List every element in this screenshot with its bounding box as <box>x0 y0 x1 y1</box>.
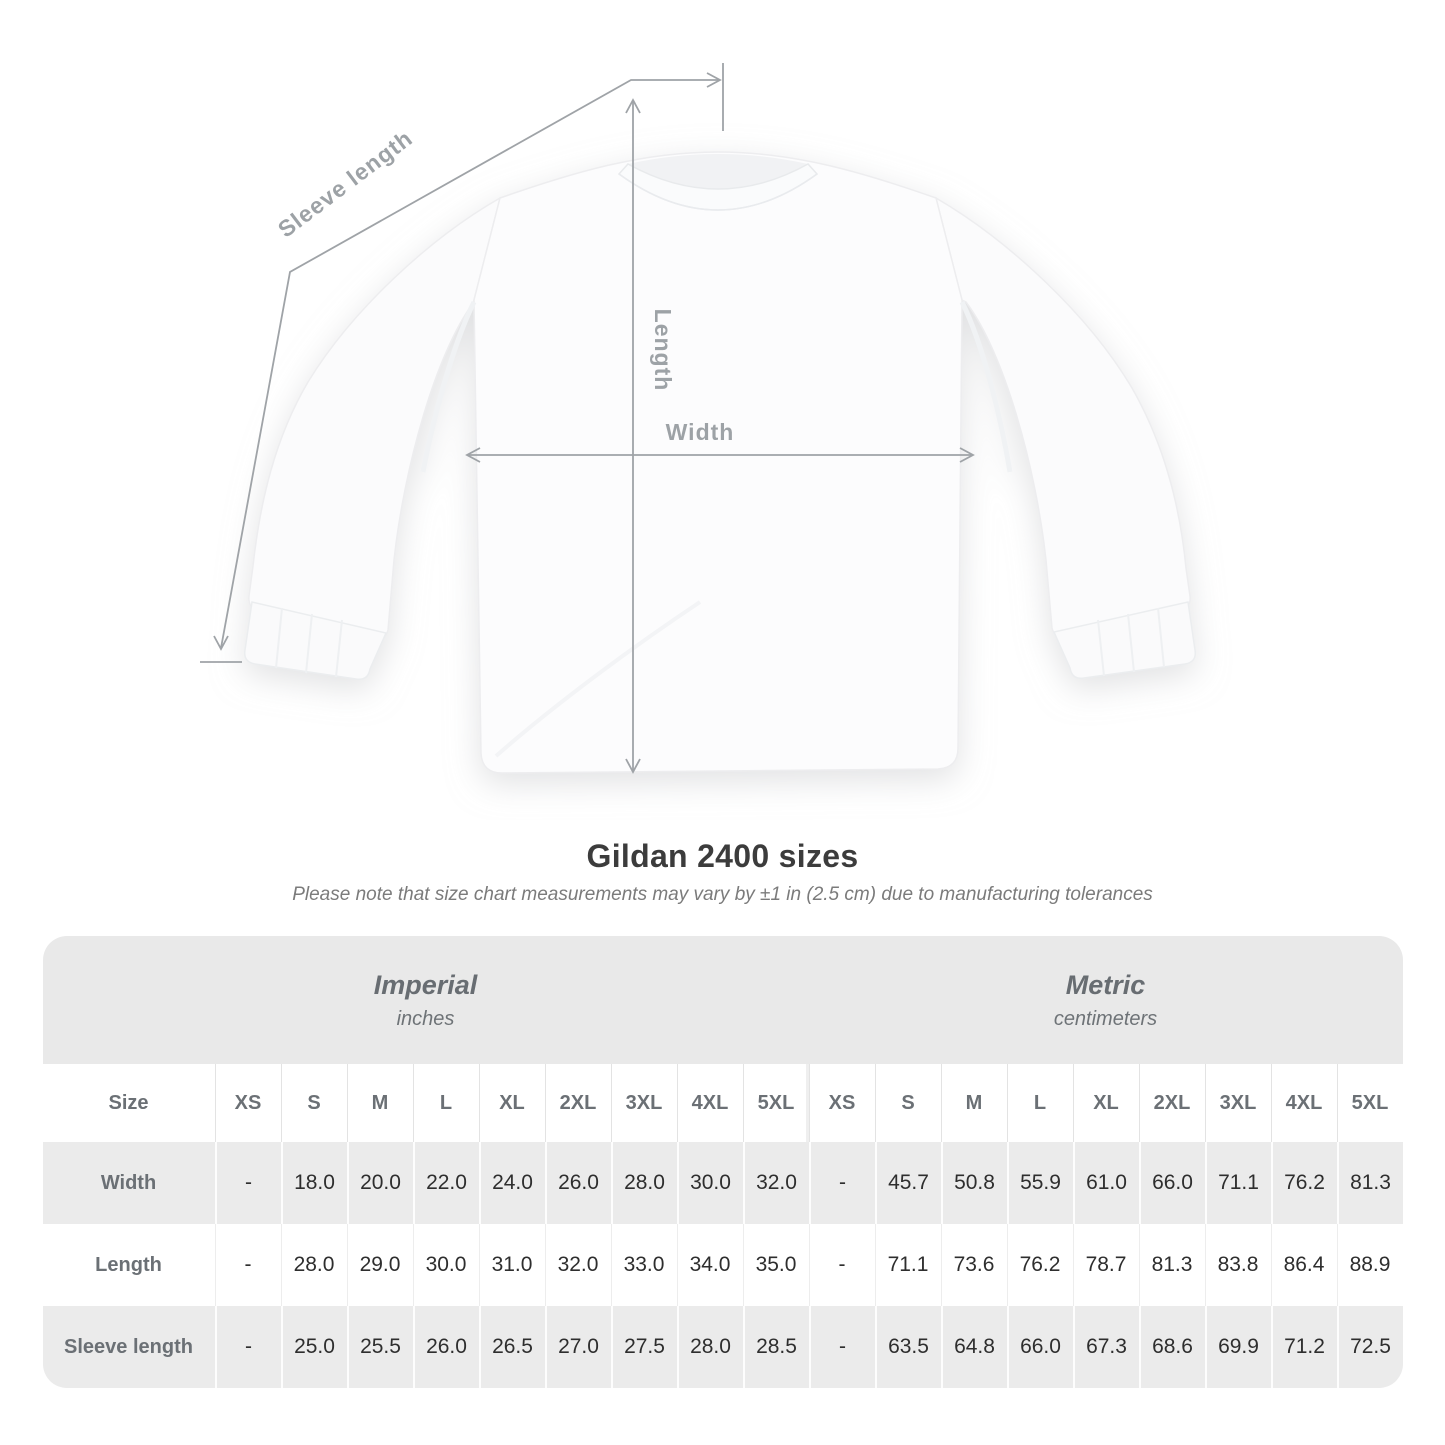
value-cell: 26.0 <box>413 1306 479 1388</box>
value-cell: 86.4 <box>1271 1224 1337 1306</box>
value-cell: 25.0 <box>281 1306 347 1388</box>
length-row <box>43 1224 1403 1306</box>
value-cell: 32.0 <box>545 1224 611 1306</box>
value-cell: 31.0 <box>479 1224 545 1306</box>
value-cell: 61.0 <box>1073 1142 1139 1224</box>
size-col-header: XS <box>809 1064 875 1142</box>
tolerance-note: Please note that size chart measurements may vary by ±1 in (2.5 cm) due to manufacturing tolerances <box>292 884 1153 905</box>
value-cell: 20.0 <box>347 1142 413 1224</box>
size-col-header: S <box>281 1064 347 1142</box>
size-col-header: XS <box>215 1064 281 1142</box>
value-cell: 30.0 <box>413 1224 479 1306</box>
value-cell: 34.0 <box>677 1224 743 1306</box>
value-cell: - <box>215 1142 281 1224</box>
value-cell: 26.0 <box>545 1142 611 1224</box>
value-cell: 76.2 <box>1271 1142 1337 1224</box>
size-col-header: 5XL <box>743 1064 809 1142</box>
size-table <box>43 936 1403 1388</box>
value-cell: 67.3 <box>1073 1306 1139 1388</box>
value-cell: 50.8 <box>941 1142 1007 1224</box>
value-cell: 83.8 <box>1205 1224 1271 1306</box>
size-col-header: 3XL <box>1205 1064 1271 1142</box>
value-cell: 22.0 <box>413 1142 479 1224</box>
size-col-header: 5XL <box>1337 1064 1403 1142</box>
metric-title: Metric <box>1065 969 1146 1000</box>
right-sleeve <box>936 198 1190 639</box>
value-cell: 88.9 <box>1337 1224 1403 1306</box>
size-col-header: 4XL <box>677 1064 743 1142</box>
shirt-body <box>474 152 962 773</box>
value-cell: 24.0 <box>479 1142 545 1224</box>
sleeve-length-row <box>43 1306 1403 1388</box>
value-cell: 45.7 <box>875 1142 941 1224</box>
size-col-header: L <box>413 1064 479 1142</box>
width-label: Width <box>665 419 735 445</box>
value-cell: 28.0 <box>281 1224 347 1306</box>
value-cell: 28.0 <box>677 1306 743 1388</box>
value-cell: 29.0 <box>347 1224 413 1306</box>
value-cell: 71.1 <box>1205 1142 1271 1224</box>
value-cell: 63.5 <box>875 1306 941 1388</box>
length-label: Length <box>650 308 676 392</box>
value-cell: 32.0 <box>743 1142 809 1224</box>
size-col-header: XL <box>1073 1064 1139 1142</box>
value-cell: 66.0 <box>1007 1306 1073 1388</box>
value-cell: - <box>215 1306 281 1388</box>
value-cell: 30.0 <box>677 1142 743 1224</box>
page-title: Gildan 2400 sizes <box>586 838 859 874</box>
value-cell: 18.0 <box>281 1142 347 1224</box>
value-cell: 78.7 <box>1073 1224 1139 1306</box>
size-col-header: 4XL <box>1271 1064 1337 1142</box>
size-col-header: 2XL <box>545 1064 611 1142</box>
value-cell: 81.3 <box>1337 1142 1403 1224</box>
size-corner-header: Size <box>108 1091 149 1114</box>
shirt-illustration <box>245 152 1196 773</box>
metric-section-header <box>809 936 1403 1064</box>
value-cell: 64.8 <box>941 1306 1007 1388</box>
value-cell: 26.5 <box>479 1306 545 1388</box>
width-row <box>43 1142 1403 1224</box>
value-cell: 68.6 <box>1139 1306 1205 1388</box>
value-cell: 33.0 <box>611 1224 677 1306</box>
metric-unit: centimeters <box>1053 1007 1158 1030</box>
size-col-header: 3XL <box>611 1064 677 1142</box>
imperial-title: Imperial <box>373 969 478 1000</box>
value-cell: 71.1 <box>875 1224 941 1306</box>
value-cell: 27.5 <box>611 1306 677 1388</box>
size-col-header: S <box>875 1064 941 1142</box>
value-cell: 69.9 <box>1205 1306 1271 1388</box>
size-col-header: M <box>941 1064 1007 1142</box>
value-cell: 25.5 <box>347 1306 413 1388</box>
value-cell: - <box>809 1142 875 1224</box>
value-cell: 81.3 <box>1139 1224 1205 1306</box>
left-sleeve <box>249 198 500 641</box>
sleeve-length-label: Sleeve length <box>272 124 418 243</box>
row-label: Length <box>95 1253 162 1276</box>
value-cell: - <box>809 1306 875 1388</box>
row-label: Sleeve length <box>64 1335 193 1358</box>
imperial-section-header <box>43 936 809 1064</box>
size-col-header: 2XL <box>1139 1064 1205 1142</box>
value-cell: 66.0 <box>1139 1142 1205 1224</box>
value-cell: 71.2 <box>1271 1306 1337 1388</box>
value-cell: 28.0 <box>611 1142 677 1224</box>
value-cell: - <box>809 1224 875 1306</box>
value-cell: 55.9 <box>1007 1142 1073 1224</box>
value-cell: 35.0 <box>743 1224 809 1306</box>
size-col-header: XL <box>479 1064 545 1142</box>
value-cell: 76.2 <box>1007 1224 1073 1306</box>
value-cell: 73.6 <box>941 1224 1007 1306</box>
row-label: Width <box>100 1171 157 1194</box>
value-cell: - <box>215 1224 281 1306</box>
size-col-header: M <box>347 1064 413 1142</box>
value-cell: 72.5 <box>1337 1306 1403 1388</box>
imperial-unit: inches <box>396 1007 455 1030</box>
size-header-row <box>43 1064 1403 1142</box>
value-cell: 27.0 <box>545 1306 611 1388</box>
unit-header-row <box>43 936 1403 1064</box>
size-col-header: L <box>1007 1064 1073 1142</box>
value-cell: 28.5 <box>743 1306 809 1388</box>
